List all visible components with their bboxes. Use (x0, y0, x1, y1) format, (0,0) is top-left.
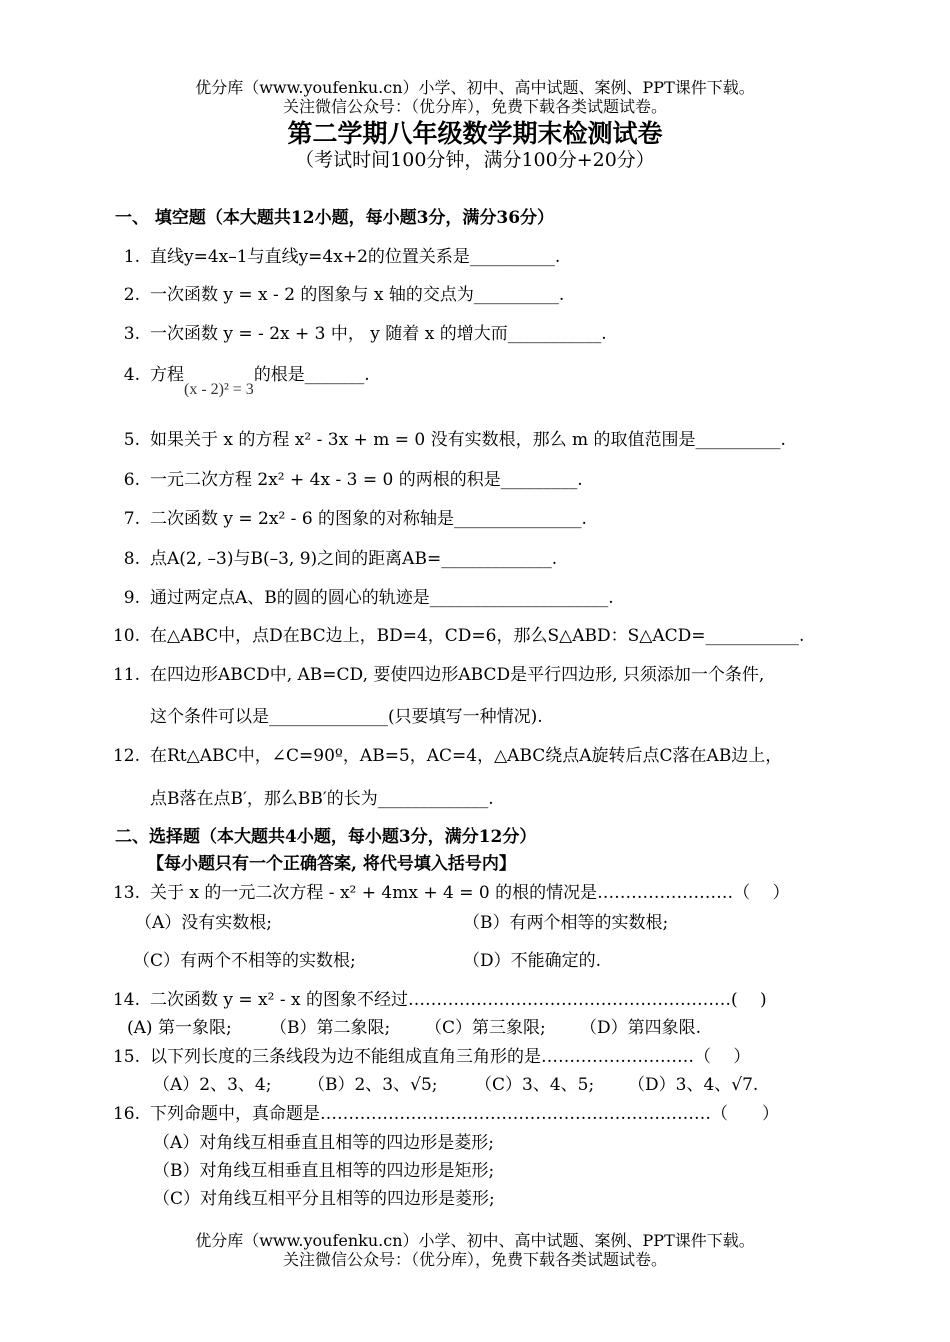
option-16b: （B）对角线互相垂直且相等的四边形是矩形; (153, 1161, 495, 1181)
question-2 (100, 284, 564, 306)
question-number: 1. (123, 247, 140, 267)
section-2-note: 【每小题只有一个正确答案, 将代号填入括号内】 (147, 854, 516, 874)
question-text: 在四边形ABCD中, AB=CD, 要使四边形ABCD是平行四边形, 只须添加一个条件, (150, 665, 765, 685)
question-text: 一次函数 y = - 2x + 3 中， y 随着 x 的增大而___________. (150, 324, 607, 344)
footer-line-1: 优分库（www.youfenku.cn）小学、初中、高中试题、案例、PPT课件下载。 (195, 1231, 755, 1250)
question-7 (100, 508, 587, 530)
question-text: 通过两定点A、B的圆的圆心的轨迹是_____________________. (150, 588, 614, 608)
question-5 (100, 429, 786, 451)
question-number: 7. (123, 509, 140, 529)
question-text: 在△ABC中，点D在BC边上，BD=4，CD=6，那么S△ABD：S△ACD=___________. (150, 626, 805, 646)
question-6 (100, 469, 583, 491)
page-title: 第二学期八年级数学期末检测试卷 (287, 119, 663, 148)
question-number: 2. (123, 285, 140, 305)
option-15c: （C）3、4、5; (475, 1075, 595, 1095)
option-15a: （A）2、3、4; (153, 1075, 272, 1095)
question-text: 以下列长度的三条线段为边不能组成直角三角形的是………………………（ ） (150, 1047, 751, 1067)
option-14d: （D）第四象限. (580, 1018, 702, 1038)
question-text: 的根是_______. (253, 365, 370, 385)
option-15d: （D）3、4、√7. (628, 1075, 759, 1095)
option-16c: （C）对角线互相平分且相等的四边形是菱形; (153, 1189, 495, 1209)
footer-line-2: 关注微信公众号：（优分库），免费下载各类试题试卷。 (282, 1250, 667, 1269)
question-number: 9. (123, 588, 140, 608)
question-text: 一次函数 y = x - 2 的图象与 x 轴的交点为__________. (150, 285, 565, 305)
question-9 (100, 587, 614, 609)
option-14a: (A) 第一象限; (127, 1018, 232, 1038)
question-11-continued: 这个条件可以是______________(只要填写一种情况). (150, 707, 543, 727)
question-12-continued: 点B落在点B′，那么BB′的长为_____________. (150, 789, 494, 809)
header-line-1: 优分库（www.youfenku.cn）小学、初中、高中试题、案例、PPT课件下载。 (195, 78, 755, 97)
question-number: 13. (112, 883, 140, 903)
question-1 (100, 246, 560, 268)
option-16a: （A）对角线互相垂直且相等的四边形是菱形; (153, 1133, 495, 1153)
question-text: 二次函数 y = x² - x 的图象不经过…………………………………………………( ) (150, 990, 767, 1010)
option-13c: （C）有两个不相等的实数根; (133, 951, 356, 971)
question-text: 如果关于 x 的方程 x² - 3x + m = 0 没有实数根，那么 m 的取值范围是__________. (150, 430, 786, 450)
option-15b: （B）2、3、√5; (308, 1075, 438, 1095)
question-text: 方程 (150, 365, 184, 385)
question-number: 5. (123, 430, 140, 450)
question-11 (100, 664, 764, 686)
question-number: 11. (112, 665, 140, 685)
question-15 (100, 1046, 750, 1068)
question-number: 15. (112, 1047, 140, 1067)
question-number: 8. (123, 549, 140, 569)
question-13 (100, 882, 789, 904)
question-number: 3. (123, 324, 140, 344)
question-16 (100, 1103, 779, 1125)
question-text: 在Rt△ABC中，∠C=90º，AB=5，AC=4，△ABC绕点A旋转后点C落在AB边上， (150, 746, 783, 766)
formula: (x - 2)² = 3 (184, 381, 254, 398)
question-3 (100, 323, 607, 345)
section-2-heading: 二、选择题（本大题共4小题，每小题3分，满分12分） (115, 827, 537, 847)
question-12 (100, 745, 782, 767)
page-subtitle: （考试时间100分钟，满分100分+20分） (295, 149, 655, 171)
option-13d: （D）不能确定的. (463, 951, 602, 971)
question-14 (100, 989, 767, 1011)
option-14c: （C）第三象限; (425, 1018, 546, 1038)
question-text: 点A(2, –3)与B(–3, 9)之间的距离AB=_____________. (150, 549, 558, 569)
option-13a: （A）没有实数根; (135, 913, 273, 933)
question-10 (100, 625, 804, 647)
question-text: 关于 x 的一元二次方程 - x² + 4mx + 4 = 0 的根的情况是……………………（ ） (150, 883, 790, 903)
question-number: 12. (112, 746, 140, 766)
header-line-2: 关注微信公众号：（优分库），免费下载各类试题试卷。 (282, 97, 667, 116)
option-14b: （B）第二象限; (270, 1018, 391, 1038)
question-number: 16. (112, 1104, 140, 1124)
question-text: 一元二次方程 2x² + 4x - 3 = 0 的两根的积是_________. (150, 470, 583, 490)
question-text: 直线y=4x–1与直线y=4x+2的位置关系是__________. (150, 247, 561, 267)
question-8 (100, 548, 557, 570)
option-13b: （B）有两个相等的实数根; (463, 913, 669, 933)
question-text: 下列命题中，真命题是……………………………………………………………（ ） (150, 1104, 779, 1124)
question-4 (100, 364, 370, 398)
question-text: 二次函数 y = 2x² - 6 的图象的对称轴是_______________. (150, 509, 587, 529)
question-number: 4. (123, 365, 140, 385)
question-number: 6. (123, 470, 140, 490)
question-number: 10. (112, 626, 140, 646)
question-number: 14. (112, 990, 140, 1010)
section-1-heading: 一、 填空题（本大题共12小题，每小题3分，满分36分） (115, 208, 555, 228)
